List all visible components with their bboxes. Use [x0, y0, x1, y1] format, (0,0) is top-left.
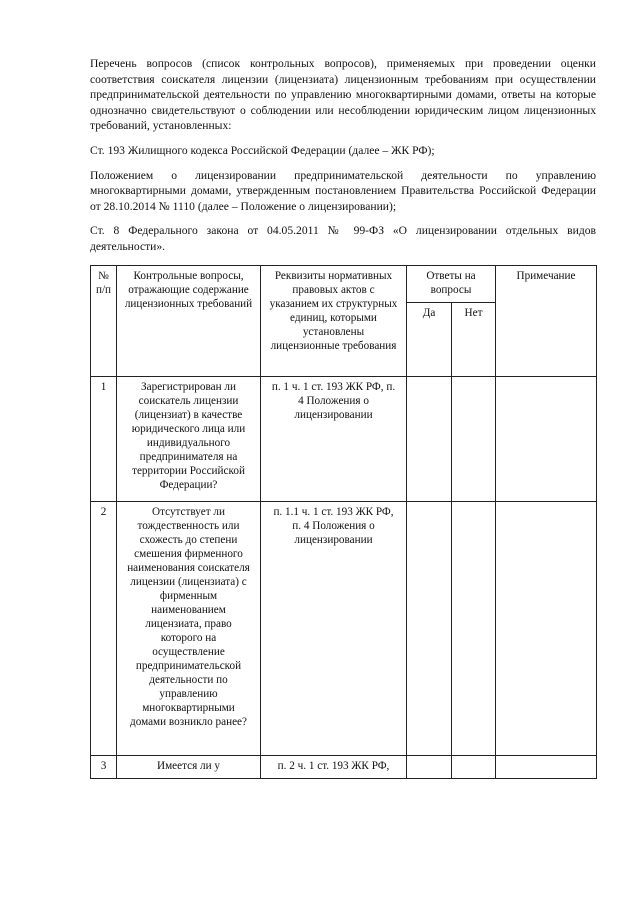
row-answer-yes — [407, 501, 452, 755]
row-requisites: п. 1 ч. 1 ст. 193 ЖК РФ, п. 4 Положения о лицензировании — [261, 376, 407, 501]
table-row — [91, 376, 597, 501]
document-page — [90, 56, 596, 779]
header-note: Примечание — [496, 265, 597, 376]
source-zhk-rf: Ст. 193 Жилищного кодекса Российской Федерации (далее – ЖК РФ); — [90, 143, 435, 157]
checklist-table — [90, 265, 597, 779]
source-licensing-regulation: Положением о лицензировании предпринимательской деятельности по управлению многоквартирными домами, утвержденным постановлением Правительства Российской Федерации от 28.10.2014 № 1110 (далее – Положение о лицензировании); — [90, 168, 596, 213]
row-num: 1 — [91, 376, 117, 501]
row-question: Имеется ли у — [117, 755, 261, 778]
header-num: № п/п — [91, 265, 117, 376]
row-num: 3 — [91, 755, 117, 778]
row-requisites: п. 1.1 ч. 1 ст. 193 ЖК РФ, п. 4 Положения о лицензировании — [261, 501, 407, 755]
header-requisites: Реквизиты нормативных правовых актов с указанием их структурных единиц, которыми установлены лицензионные требования — [261, 265, 407, 376]
row-question: Зарегистрирован ли соискатель лицензии (лицензиат) в качестве юридического лица или индивидуального предпринимателя на территории Российской Федерации? — [117, 376, 261, 501]
row-note — [496, 376, 597, 501]
table-header-row — [91, 265, 597, 302]
row-answer-no — [452, 501, 496, 755]
header-no: Нет — [452, 302, 496, 376]
header-question: Контрольные вопросы, отражающие содержание лицензионных требований — [117, 265, 261, 376]
source-federal-law: Ст. 8 Федерального закона от 04.05.2011 № 99-ФЗ «О лицензировании отдельных видов деятельности». — [90, 224, 596, 253]
row-answer-yes — [407, 376, 452, 501]
intro-heading: Перечень вопросов (список контрольных вопросов), применяемых при проведении оценки соответствия соискателя лицензии (лицензиата) лицензионным требованиям при осуществлении предпринимательской деятельности по управлению многоквартирными домами, ответы на которые однозначно свидетельствуют о соблюдении или несоблюдении юридическим лицом лицензионных требований, установленных: — [90, 57, 596, 133]
row-answer-no — [452, 376, 496, 501]
row-question: Отсутствует ли тождественность или схожесть до степени смешения фирменного наименования соискателя лицензии (лицензиата) с фирменным наименованием лицензиата, право которого на осуществление предпринимательской деятельности по управлению многоквартирными домами возникло ранее? — [117, 501, 261, 755]
table-row — [91, 501, 597, 755]
header-yes: Да — [407, 302, 452, 376]
row-answer-no — [452, 755, 496, 778]
row-note — [496, 755, 597, 778]
row-answer-yes — [407, 755, 452, 778]
row-note — [496, 501, 597, 755]
header-answers: Ответы на вопросы — [407, 265, 496, 302]
row-requisites: п. 2 ч. 1 ст. 193 ЖК РФ, — [261, 755, 407, 778]
table-row — [91, 755, 597, 778]
row-num: 2 — [91, 501, 117, 755]
